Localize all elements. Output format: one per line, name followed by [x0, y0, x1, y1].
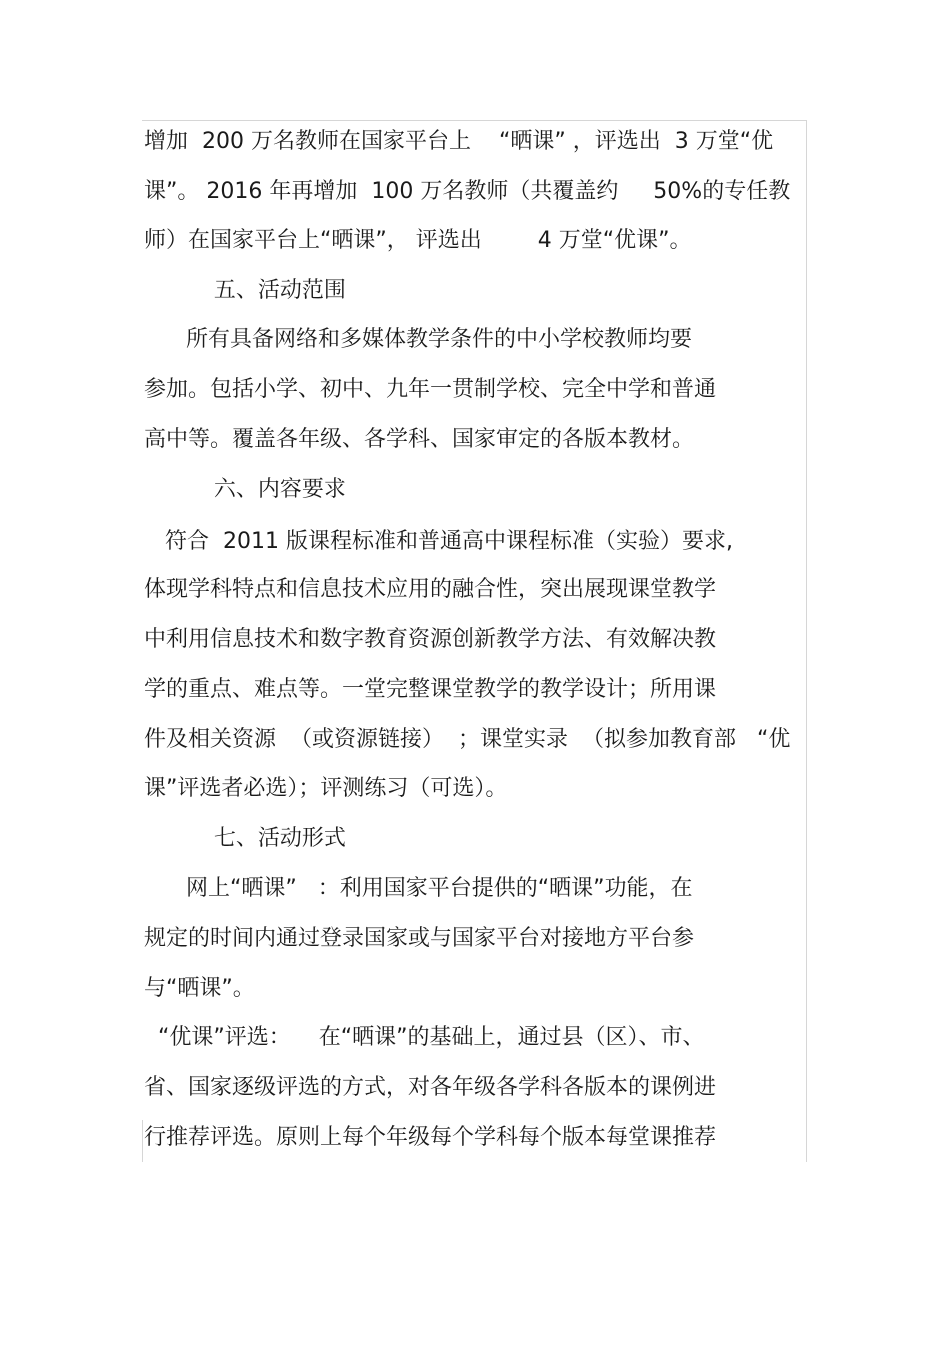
paragraph-line: 网上“晒课” ：利用国家平台提供的“晒课”功能，在 [144, 876, 693, 901]
paragraph-line: 行推荐评选。原则上每个年级每个学科每个版本每堂课推荐 [144, 1125, 717, 1150]
paragraph-line: 中利用信息技术和数字教育资源创新教学方法、有效解决教 [144, 627, 717, 652]
paragraph-line: 件及相关资源 （或资源链接） ；课堂实录 （拟参加教育部 “优 [144, 727, 791, 752]
paragraph-line: 高中等。覆盖各年级、各学科、国家审定的各版本教材。 [144, 427, 695, 452]
page-border-top [142, 120, 807, 121]
paragraph-line: 省、国家逐级评选的方式，对各年级各学科各版本的课例进 [144, 1075, 717, 1100]
paragraph-line: 课”评选者必选）；评测练习（可选）。 [144, 776, 508, 801]
page-border-left [142, 1120, 143, 1162]
paragraph-line: 所有具备网络和多媒体教学条件的中小学校教师均要 [144, 327, 692, 352]
paragraph-line: 与“晒课”。 [144, 976, 255, 1001]
paragraph-line: 师）在国家平台上“晒课”， 评选出 4 万堂“优课”。 [144, 228, 692, 253]
paragraph-line: 参加。包括小学、初中、九年一贯制学校、完全中学和普通 [144, 377, 717, 402]
section-heading: 五、活动范围 [144, 278, 346, 303]
section-heading: 六、内容要求 [144, 477, 346, 502]
paragraph-line: 规定的时间内通过登录国家或与国家平台对接地方平台参 [144, 926, 695, 951]
paragraph-line: 体现学科特点和信息技术应用的融合性，突出展现课堂教学 [144, 577, 717, 602]
paragraph-line: 课”。 2016 年再增加 100 万名教师（共覆盖约 50%的专任教 [144, 179, 791, 204]
paragraph-line: 学的重点、难点等。一堂完整课堂教学的教学设计；所用课 [144, 677, 717, 702]
paragraph-line: 增加 200 万名教师在国家平台上 “晒课” ，评选出 3 万堂“优 [144, 129, 774, 154]
page-border-right [806, 120, 807, 1162]
paragraph-line: 符合 2011 版课程标准和普通高中课程标准（实验）要求, [144, 529, 733, 554]
section-heading: 七、活动形式 [144, 826, 346, 851]
paragraph-line: “优课”评选： 在“晒课”的基础上，通过县（区）、市、 [144, 1025, 705, 1050]
